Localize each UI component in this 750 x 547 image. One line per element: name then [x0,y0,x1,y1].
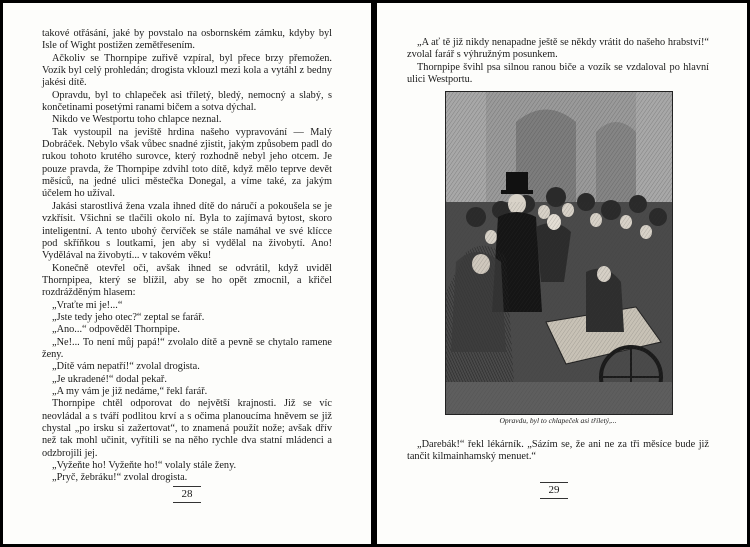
paragraph: Tak vystoupil na jeviště hrdina našeho vypravování — Malý Dobráček. Nebylo však vůbec snadné zjistit, jakým způsobem padl do rukou tohoto krutého surovce, který rozhodně nebyl jeho otcem. Je pouze pravda, že Thornpipe zdvihl toto dítě, když mělo teprve devět měsíců, na jedné ulici městečka Donegal, a víme také, za jakým účelem ho užíval. [42,126,332,200]
paragraph: „Jste tedy jeho otec?“ zeptal se farář. [52,311,205,323]
left-page-text [42,28,332,485]
right-page-top-text [407,37,709,86]
left-page-number-line-bottom [173,502,201,503]
paragraph: Ačkoliv se Thornpipe zuřivě vzpíral, byl přece brzy přemožen. Vozík byl celý prohledán; drogista vklouzl mezi kola a vytáhl z bedny jakési dítě. [42,52,332,89]
left-page-number: 28 [181,488,193,500]
paragraph: „Je ukradené!“ dodal pekař. [52,373,167,385]
right-page-number-line-top [540,482,568,483]
paragraph: takové otřásání, jaké by povstalo na osbornském zámku, kdyby byl Isle of Wight postižen zemětřesením. [42,28,332,52]
paragraph: Konečně otevřel oči, avšak ihned se odvrátil, když uviděl Thornpipea, který se blížil, aby se ho opět zmocnil, a křičel rozdrážděným hlasem: [42,262,332,299]
paragraph: Thornpipe chtěl odporovat do největší krajnosti. Již se víc neovládal a s tváří podlitou krví a s očima planoucíma hněvem se již chystal „po irsku si zažertovat“, to znamená použít nože; avšak dřív než tak mohl učinit, vyřítili se na něho rychle dva statní mládenci a odzbrojili jej. [42,398,332,459]
left-page-number-line-top [173,486,201,487]
paragraph: „A my vám je již nedáme,“ řekl farář. [52,385,208,397]
right-page-number: 29 [548,484,560,496]
paragraph: Jakási starostlivá žena vzala ihned dítě do náručí a pokoušela se je vzkřísit. Všichni se tlačili okolo ní. Byla to zajímavá bytost, skoro inteligentní. A tento ubohý červíček se stále namáhal ve své klícce pod skříňkou s loutkami, jen aby si vydělal na živobytí. Ano! Vydělával na živobytí... v takovém věku! [42,200,332,262]
paragraph: „Dítě vám nepatří!“ zvolal drogista. [52,361,200,373]
paragraph: „A ať tě již nikdy nenapadne ještě se někdy vrátit do našeho hrabství!“ zvolal farář s výhružným posunkem. [407,37,709,61]
right-page [377,3,747,544]
left-page [3,3,371,544]
paragraph: „Vraťte mi je!...“ [52,299,123,311]
paragraph: „Ano...“ odpověděl Thornpipe. [52,324,180,336]
right-page-number-line-bottom [540,498,568,499]
paragraph: Thornpipe švihl psa silnou ranou biče a vozík se vzdaloval po hlavní ulici Westportu. [407,61,709,86]
illustration-caption: Opravdu, byl to chlapeček asi tříletý,... [499,416,617,425]
right-page-bottom-text [407,439,709,464]
paragraph: „Darebák!“ řekl lékárník. „Sázím se, že ani ne za tři měsíce bude již tančit kilmainhamský menuet.“ [407,439,709,463]
paragraph: Opravdu, byl to chlapeček asi tříletý, bledý, nemocný a slabý, s končetinami posetými ranami bičem a sotva dýchal. [42,89,332,114]
paragraph: „Pryč, žebráku!“ zvolal drogista. [52,472,188,484]
illustration-crowd-scene [445,91,673,415]
paragraph: „Ne!... To není můj papá!“ zvolalo dítě a pevně se chytalo ramene ženy. [42,336,332,360]
paragraph: Nikdo ve Westportu toho chlapce neznal. [52,114,222,126]
paragraph: „Vyžeňte ho! Vyžeňte ho!“ volaly stále ženy. [52,460,237,472]
